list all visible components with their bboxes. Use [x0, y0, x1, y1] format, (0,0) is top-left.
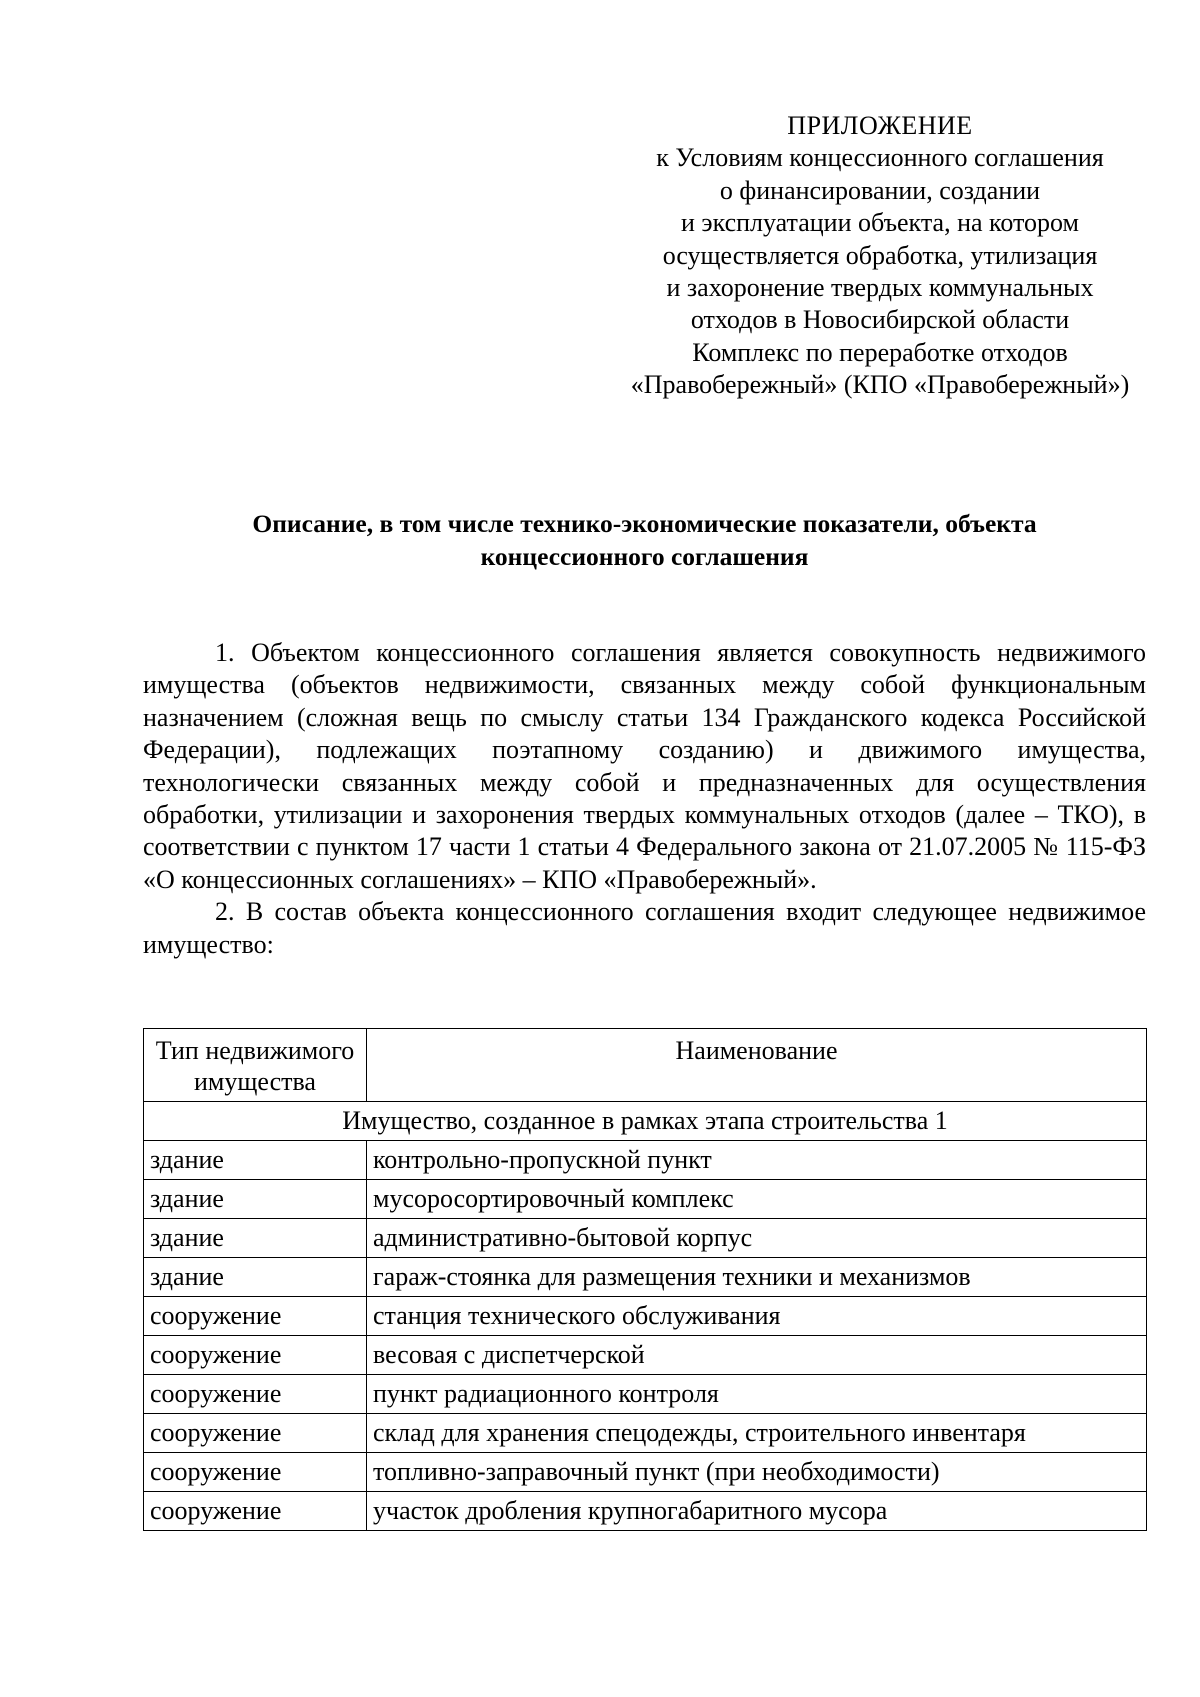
- appendix-line: и захоронение твердых коммунальных: [666, 273, 1094, 303]
- table-row: [144, 1453, 1147, 1492]
- table-section-row: [144, 1102, 1147, 1141]
- paragraph-2: 2. В состав объекта концессионного соглашения входит следующее недвижимое имущество:: [143, 897, 1146, 959]
- cell-type: здание: [144, 1219, 367, 1258]
- appendix-line: к Условиям концессионного соглашения: [656, 143, 1104, 173]
- cell-name: склад для хранения спецодежды, строительного инвентаря: [367, 1414, 1147, 1453]
- appendix-line: осуществляется обработка, утилизация: [662, 240, 1098, 270]
- table-row: [144, 1258, 1147, 1297]
- section-label: Имущество, созданное в рамках этапа строительства 1: [144, 1102, 1147, 1141]
- table-row: [144, 1492, 1147, 1531]
- cell-name: пункт радиационного контроля: [367, 1375, 1147, 1414]
- table-row: [144, 1336, 1147, 1375]
- cell-name: топливно-заправочный пункт (при необходимости): [367, 1453, 1147, 1492]
- body-text: [143, 637, 1146, 961]
- cell-type: здание: [144, 1258, 367, 1297]
- header-type: Тип недвижимого имущества: [144, 1029, 367, 1102]
- appendix-line: отходов в Новосибирской области: [690, 305, 1070, 335]
- document-title: [143, 508, 1146, 573]
- appendix-title: ПРИЛОЖЕНИЕ: [787, 111, 973, 140]
- cell-name: станция технического обслуживания: [367, 1297, 1147, 1336]
- document-title-line: Описание, в том числе технико-экономические показатели, объекта: [252, 509, 1037, 538]
- paragraph-1: 1. Объектом концессионного соглашения является совокупность недвижимого имущества (объектов недвижимости, связанных между собой функциональным назначением (сложная вещь по смыслу статьи 134 Гражданского кодекса Российской Федерации), подлежащих поэтапному созданию) и движимого имущества, технологически связанных между собой и предназначенных для осуществления обработки, утилизации и захоронения твердых коммунальных отходов (далее – ТКО), в соответствии с пунктом 17 части 1 статьи 4 Федерального закона от 21.07.2005 № 115-ФЗ «О концессионных соглашениях» – КПО «Правобережный».: [143, 638, 1146, 894]
- table-row: [144, 1141, 1147, 1180]
- cell-type: сооружение: [144, 1297, 367, 1336]
- table-row: [144, 1219, 1147, 1258]
- header-name: Наименование: [367, 1029, 1147, 1102]
- cell-name: административно-бытовой корпус: [367, 1219, 1147, 1258]
- table-header-row: [144, 1029, 1147, 1102]
- cell-name: мусоросортировочный комплекс: [367, 1180, 1147, 1219]
- table-row: [144, 1414, 1147, 1453]
- cell-type: сооружение: [144, 1492, 367, 1531]
- table-row: [144, 1375, 1147, 1414]
- property-table: [143, 1028, 1147, 1531]
- cell-name: гараж-стоянка для размещения техники и механизмов: [367, 1258, 1147, 1297]
- appendix-block: [610, 110, 1150, 402]
- cell-name: весовая с диспетчерской: [367, 1336, 1147, 1375]
- cell-type: сооружение: [144, 1375, 367, 1414]
- cell-name: участок дробления крупногабаритного мусора: [367, 1492, 1147, 1531]
- cell-type: сооружение: [144, 1336, 367, 1375]
- document-title-line: концессионного соглашения: [480, 541, 809, 571]
- table-row: [144, 1180, 1147, 1219]
- appendix-line: и эксплуатации объекта, на котором: [681, 208, 1079, 238]
- cell-type: сооружение: [144, 1453, 367, 1492]
- appendix-line: «Правобережный» (КПО «Правобережный»): [630, 370, 1130, 400]
- table-row: [144, 1297, 1147, 1336]
- appendix-line: Комплекс по переработке отходов: [692, 337, 1068, 367]
- cell-type: здание: [144, 1141, 367, 1180]
- cell-type: сооружение: [144, 1414, 367, 1453]
- cell-type: здание: [144, 1180, 367, 1219]
- appendix-line: о финансировании, создании: [719, 175, 1041, 205]
- cell-name: контрольно-пропускной пункт: [367, 1141, 1147, 1180]
